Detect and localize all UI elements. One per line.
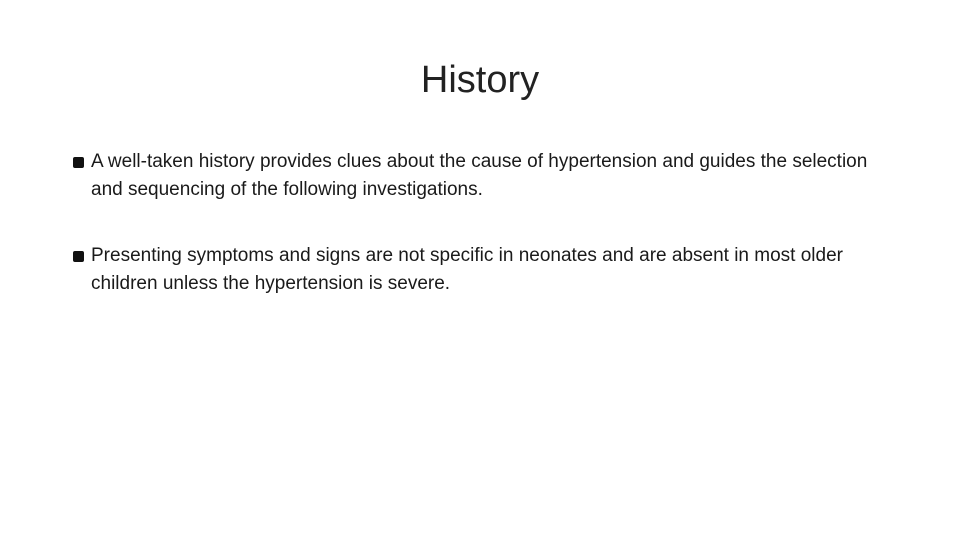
bullet-text: A well-taken history provides clues about the cause of hypertension and guides the selection and sequencing of the following investigations. xyxy=(91,151,868,200)
slide-title: History xyxy=(420,59,540,101)
bullet-text: Presenting symptoms and signs are not specific in neonates and are absent in most older children unless the hypertension is severe. xyxy=(91,245,843,294)
square-bullet-icon xyxy=(73,251,84,262)
bullet-list xyxy=(72,148,882,336)
bullet-item xyxy=(72,148,882,204)
square-bullet-icon xyxy=(73,157,84,168)
bullet-item xyxy=(72,242,882,298)
